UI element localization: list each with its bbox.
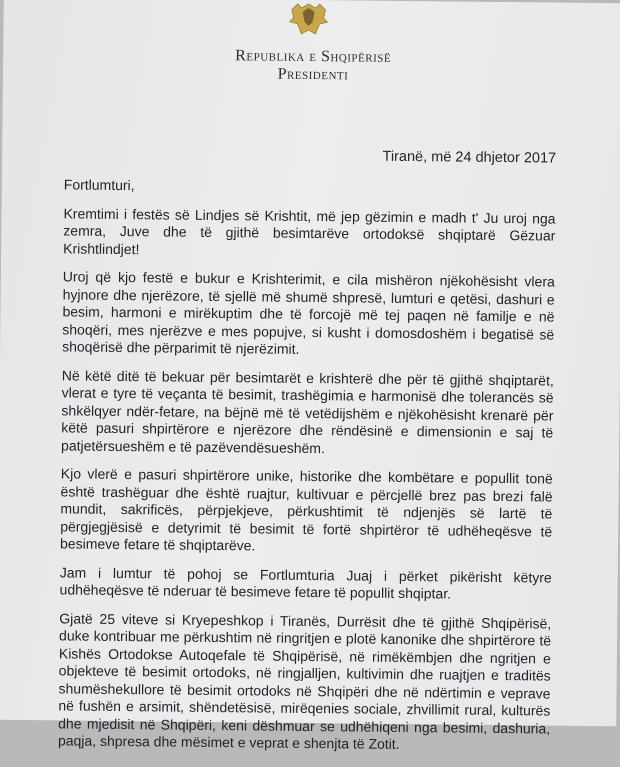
letter-body: [58, 176, 556, 766]
letter-paragraph-4: Kjo vlerë e pasuri shpirtërore unike, historike dhe kombëtare e popullit tonë është trashëguar dhe është ruajtur, kultivuar e përcjellë brez pas brezi falë mundit, sakrificës, përpjekjeve, përkushtimit të ndjenjës së lartë të përgjegjësisë e detyrimit të besimit të fortë shpirtëror të udhëheqësve të besimeve fetare të shqiptarëve.: [59, 465, 553, 554]
letter-date: Tiranë, më 24 dhjetor 2017: [382, 148, 557, 167]
letterhead-office: Presidenti: [277, 65, 349, 84]
letter-paragraph-1: Kremtimi i festës së Lindjes së Krishtit, më jep gëzimin e madh t' Ju uroj nga zemra, Juve dhe të gjithë besimtarëve ortodoksë shqiptarë Gëzuar Krishtlindjet!: [63, 204, 556, 257]
letter-paragraph-3: Në këtë ditë të bekuar për besimtarët e krishterë dhe për të gjithë shqiptarët, vlerat e tyre të veçanta të besimit, trashëgimia e harmonisë dhe tolerancës së shkëlqyer ndër-fetare, na bëjnë më të vetëdijshëm e njëkohësisht krenarë për këtë pasuri shpirtërore e njerëzore dhe rëndësinë e dimensionin e saj të patjetërsueshëm e të pazëvendësueshëm.: [61, 366, 554, 456]
letter-paragraph-5: Jam i lumtur të pohoj se Fortlumturia Juaj i përket pikërisht këtyre udhëheqësve të nderuar të besimeve fetare të popullit shqiptar.: [59, 563, 552, 602]
letter-paragraph-6: Gjatë 25 viteve si Kryepeshkop i Tiranës, Durrësit dhe të gjithë Shqipërisë, duke kontribuar me përkushtim në ringritjen e plotë kanonike dhe shpirtërore të Kishës Ortodokse Autoqefale të Shqipërisë, në rimëkëmbjen dhe ngritjen e objekteve të besimit ortodoks, në ringjalljen, kultivimin dhe ruajtjen e traditës shumëshekullore të besimit ortodoks në Shqipëri dhe në ndërtimin e veprave në fushën e arsimit, shëndetësisë, mirëqenies sociale, zhvillimit rural, kulturës dhe mjedisit në Shqipëri, keni dëshmuar se udhëhiqeni nga besimi, dashuria, paqja, shpresa dhe mësimet e veprat e shenjta të Zotit.: [57, 609, 552, 752]
letter-salutation: Fortlumturi,: [63, 176, 135, 194]
albanian-eagle-emblem-icon: [285, 0, 331, 36]
letter-paragraph-2: Uroj që kjo festë e bukur e Krishterimit, e cila mishëron njëkohësisht vlera hyjnore dhe njerëzore, të sjellë më shumë shpresë, lumturi e qetësi, dashuri e besim, harmoni e mirëkuptim dhe të forcojë më tej paqen në familje e në shoqëri, mes njerëzve e mes popujve, si kusht i domosdoshëm i begatisë së shoqërisë dhe përparimit të njerëzimit.: [62, 268, 555, 357]
letterhead-country: Republika e Shqipërisë: [235, 47, 392, 66]
